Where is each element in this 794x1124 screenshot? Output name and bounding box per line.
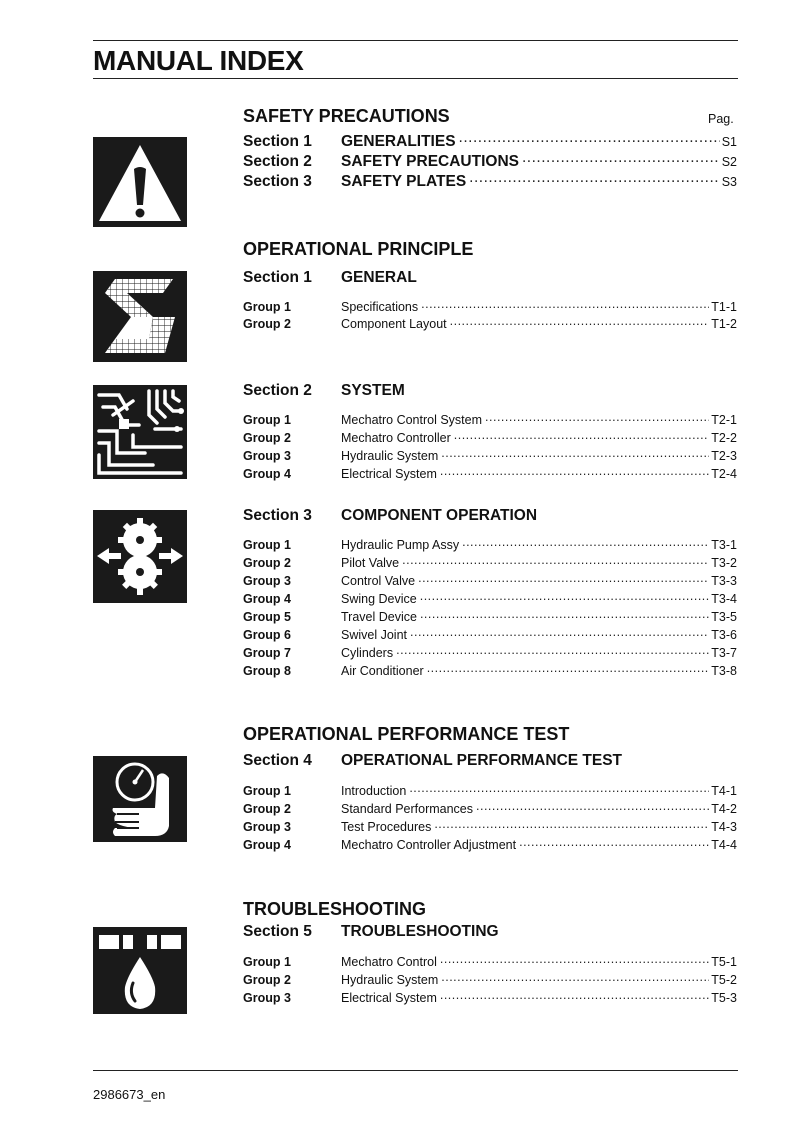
index-row[interactable] [243,535,737,554]
leader-dots [522,152,720,166]
page-ref: T3-1 [711,538,737,552]
index-row[interactable] [243,835,737,854]
index-row[interactable] [243,988,737,1007]
gear-pump-icon [93,510,187,603]
leader-dots [402,553,709,567]
group-name: Test Procedures [341,820,432,834]
group-name: Hydraulic System [341,973,439,987]
group-name: Air Conditioner [341,664,424,678]
leader-dots [441,970,709,984]
section-number: Section 5 [243,923,312,940]
group-name: Standard Performances [341,802,474,816]
page-ref: T3-2 [711,556,737,570]
index-row[interactable] [243,446,737,465]
section-heading [243,922,499,942]
group-name: Hydraulic System [341,449,439,463]
group-number: Group 2 [243,431,291,445]
group-name: Electrical System [341,991,437,1005]
group-number: Group 1 [243,300,291,314]
page-ref: T5-2 [711,973,737,987]
index-row[interactable] [243,571,737,590]
section-name: SYSTEM [341,382,405,399]
leader-dots [519,835,709,849]
section-name: OPERATIONAL PERFORMANCE TEST [341,752,623,769]
leader-dots [441,446,709,460]
section-heading [243,751,622,771]
page-ref: T5-3 [711,991,737,1005]
group-number: Group 2 [243,802,291,816]
gauge-hand-icon [93,756,187,842]
section-number: Section 4 [243,752,312,769]
section-number: Section 1 [243,133,312,150]
section-name: TROUBLESHOOTING [341,923,499,940]
index-row[interactable] [243,817,737,836]
group-number: Group 2 [243,973,291,987]
page-ref: T1-2 [711,317,737,331]
leader-dots [454,428,710,442]
top-rule [93,40,738,41]
leader-dots [396,643,709,657]
group-name: Introduction [341,784,407,798]
cube-stack-icon [93,271,187,362]
page-ref: T3-6 [711,628,737,642]
index-row[interactable] [243,428,737,447]
leader-dots [409,781,709,795]
page-ref: T4-4 [711,838,737,852]
group-number: Group 1 [243,413,291,427]
leader-dots [440,952,709,966]
index-row[interactable] [243,970,737,989]
group-name: Mechatro Control System [341,413,483,427]
index-row[interactable] [243,952,737,971]
page-ref: S3 [721,175,737,189]
page-ref: T4-3 [711,820,737,834]
section-name: GENERAL [341,269,417,286]
leader-dots [421,297,709,311]
leader-dots [434,817,709,831]
group-name: Pilot Valve [341,556,400,570]
document-code: 2986673_en [93,1087,166,1102]
chapter-title-troubleshooting: TROUBLESHOOTING [243,899,426,919]
index-row[interactable] [243,553,737,572]
page-ref: T3-5 [711,610,737,624]
leader-dots [476,799,709,813]
group-number: Group 4 [243,467,291,481]
group-number: Group 6 [243,628,291,642]
index-row[interactable] [243,152,737,172]
leader-dots [420,589,710,603]
section-name: SAFETY PLATES [341,173,467,190]
group-number: Group 5 [243,610,291,624]
group-name: Swing Device [341,592,417,606]
leader-dots [427,661,710,675]
group-name: Cylinders [341,646,394,660]
page-ref: S2 [721,155,737,169]
index-row[interactable] [243,464,737,483]
section-heading [243,268,417,288]
index-row[interactable] [243,799,737,818]
leader-dots [420,607,709,621]
leader-dots [440,464,709,478]
group-name: Hydraulic Pump Assy [341,538,460,552]
leader-dots [450,314,710,328]
index-row[interactable] [243,625,737,644]
leader-dots [485,410,709,424]
page-ref: T3-7 [711,646,737,660]
group-number: Group 3 [243,449,291,463]
index-row[interactable] [243,643,737,662]
page-ref: S1 [721,135,737,149]
group-number: Group 3 [243,991,291,1005]
page-ref: T3-8 [711,664,737,678]
group-number: Group 4 [243,592,291,606]
section-number: Section 3 [243,507,312,524]
page-ref: T3-3 [711,574,737,588]
circuit-icon [93,385,187,479]
chapter-title-performance-test: OPERATIONAL PERFORMANCE TEST [243,724,570,744]
group-name: Control Valve [341,574,416,588]
section-number: Section 2 [243,382,312,399]
group-number: Group 1 [243,784,291,798]
group-number: Group 2 [243,556,291,570]
index-row[interactable] [243,781,737,800]
section-heading [243,506,537,526]
index-row[interactable] [243,607,737,626]
page-ref: T2-3 [711,449,737,463]
group-name: Specifications [341,300,419,314]
page-ref: T5-1 [711,955,737,969]
section-number: Section 3 [243,173,312,190]
chapter-title-safety: SAFETY PRECAUTIONS [243,106,450,126]
group-number: Group 3 [243,820,291,834]
group-number: Group 2 [243,317,291,331]
page-ref: T2-4 [711,467,737,481]
leader-dots [462,535,709,549]
section-name: COMPONENT OPERATION [341,507,538,524]
index-row[interactable] [243,410,737,429]
oil-drop-icon [93,927,187,1014]
section-number: Section 2 [243,153,312,170]
section-name: SAFETY PRECAUTIONS [341,153,519,170]
group-name: Mechatro Controller Adjustment [341,838,517,852]
page-ref: T4-1 [711,784,737,798]
warning-triangle-icon [93,137,187,227]
group-name: Electrical System [341,467,437,481]
page-column-label: Pag. [708,112,734,126]
page-ref: T1-1 [711,300,737,314]
section-number: Section 1 [243,269,312,286]
page-ref: T2-1 [711,413,737,427]
index-row[interactable] [243,132,737,152]
group-number: Group 7 [243,646,291,660]
section-heading [243,381,405,401]
group-name: Travel Device [341,610,417,624]
footer-rule [93,1070,738,1071]
leader-dots [418,571,709,585]
section-name: GENERALITIES [341,133,456,150]
title-rule [93,78,738,79]
page-ref: T4-2 [711,802,737,816]
index-row[interactable] [243,661,737,680]
page-title: MANUAL INDEX [93,45,304,76]
index-row[interactable] [243,314,737,333]
group-name: Mechatro Controller [341,431,451,445]
group-number: Group 1 [243,955,291,969]
leader-dots [410,625,709,639]
leader-dots [459,132,720,146]
group-number: Group 8 [243,664,291,678]
chapter-title-operational-principle: OPERATIONAL PRINCIPLE [243,239,474,259]
page-ref: T3-4 [711,592,737,606]
index-row[interactable] [243,172,737,192]
page-ref: T2-2 [711,431,737,445]
index-row[interactable] [243,589,737,608]
group-number: Group 3 [243,574,291,588]
group-number: Group 1 [243,538,291,552]
leader-dots [469,172,720,186]
group-number: Group 4 [243,838,291,852]
leader-dots [440,988,709,1002]
group-name: Mechatro Control [341,955,437,969]
group-name: Swivel Joint [341,628,407,642]
group-name: Component Layout [341,317,447,331]
